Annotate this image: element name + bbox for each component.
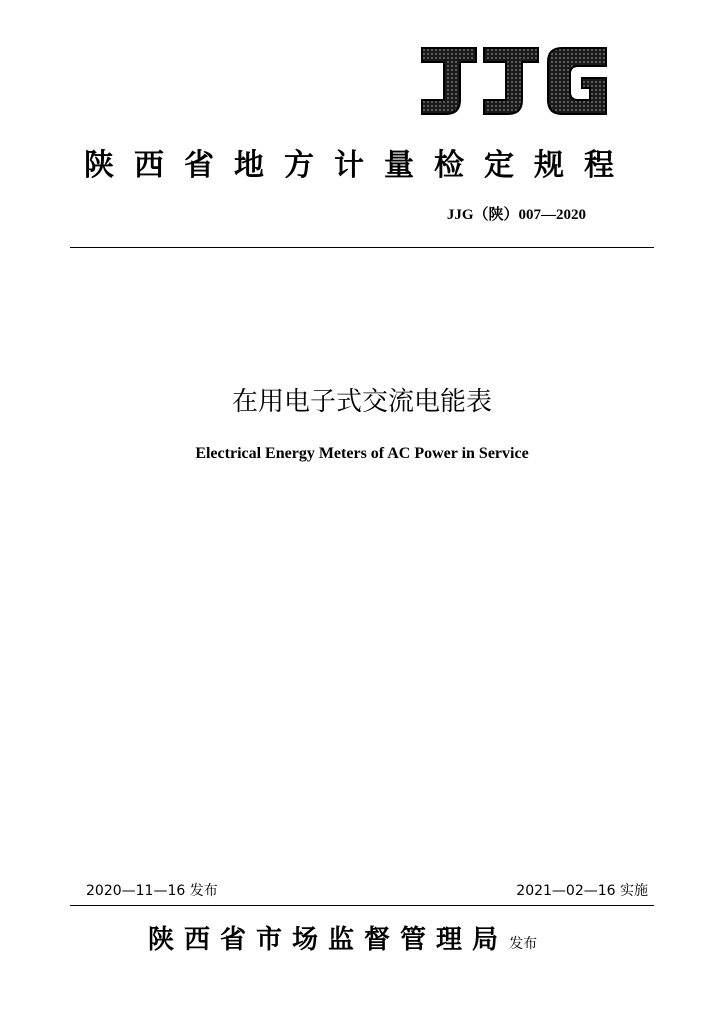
issue-date: 2020—11—16 发布 — [86, 883, 218, 899]
publisher-name: 陕西省市场监督管理局 — [148, 925, 509, 955]
header-divider — [70, 247, 654, 248]
document-title-chinese: 在用电子式交流电能表 — [231, 387, 492, 417]
publisher-line — [148, 922, 537, 962]
publisher-suffix: 发布 — [509, 936, 538, 952]
footer-divider — [70, 905, 654, 906]
document-title-english: Electrical Energy Meters of AC Power in Service — [195, 445, 529, 462]
document-category-title: 陕西省地方计量检定规程 — [84, 148, 634, 183]
implementation-date: 2021—02—16 实施 — [516, 883, 648, 899]
standard-code: JJG（陕）007—2020 — [446, 207, 586, 223]
jjg-logo — [418, 44, 610, 118]
